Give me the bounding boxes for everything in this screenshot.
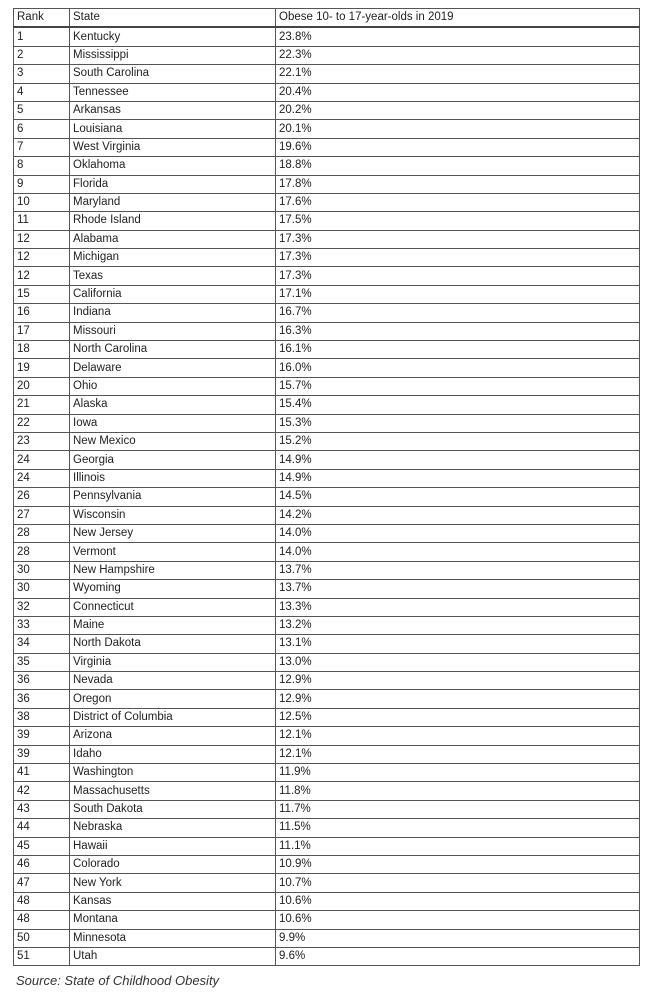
table-row	[14, 27, 640, 46]
rank-cell: 23	[14, 432, 70, 450]
rank-cell: 50	[14, 929, 70, 947]
state-cell: Nevada	[70, 672, 276, 690]
rank-cell: 1	[14, 27, 70, 46]
state-cell: New York	[70, 874, 276, 892]
state-cell: Vermont	[70, 543, 276, 561]
state-cell: Kentucky	[70, 27, 276, 46]
rank-cell: 34	[14, 635, 70, 653]
table-row	[14, 432, 640, 450]
rank-cell: 38	[14, 708, 70, 726]
obesity-rate-cell: 17.8%	[276, 175, 640, 193]
obesity-rate-cell: 23.8%	[276, 27, 640, 46]
state-cell: Wisconsin	[70, 506, 276, 524]
rank-cell: 30	[14, 580, 70, 598]
state-cell: Florida	[70, 175, 276, 193]
obesity-rate-cell: 14.9%	[276, 469, 640, 487]
table-row	[14, 874, 640, 892]
ranking-table-container	[13, 8, 639, 966]
state-cell: Missouri	[70, 322, 276, 340]
rank-cell: 24	[14, 469, 70, 487]
state-cell: Maine	[70, 616, 276, 634]
obesity-rate-cell: 17.1%	[276, 285, 640, 303]
rank-cell: 24	[14, 451, 70, 469]
rank-cell: 10	[14, 193, 70, 211]
table-row	[14, 304, 640, 322]
rank-cell: 5	[14, 101, 70, 119]
obesity-rate-cell: 16.1%	[276, 341, 640, 359]
table-row	[14, 764, 640, 782]
obesity-rate-cell: 18.8%	[276, 157, 640, 175]
state-cell: Hawaii	[70, 837, 276, 855]
state-cell: West Virginia	[70, 138, 276, 156]
state-cell: Nebraska	[70, 819, 276, 837]
state-cell: Alaska	[70, 396, 276, 414]
obesity-rate-cell: 15.2%	[276, 432, 640, 450]
table-row	[14, 230, 640, 248]
obesity-rate-cell: 17.3%	[276, 267, 640, 285]
rank-cell: 20	[14, 377, 70, 395]
rank-cell: 27	[14, 506, 70, 524]
rank-cell: 28	[14, 543, 70, 561]
table-row	[14, 819, 640, 837]
obesity-rate-cell: 14.2%	[276, 506, 640, 524]
rank-cell: 35	[14, 653, 70, 671]
table-row	[14, 341, 640, 359]
rank-cell: 33	[14, 616, 70, 634]
obesity-rate-cell: 19.6%	[276, 138, 640, 156]
state-cell: Kansas	[70, 892, 276, 910]
table-row	[14, 837, 640, 855]
rank-cell: 51	[14, 947, 70, 965]
state-cell: Tennessee	[70, 83, 276, 101]
rank-cell: 16	[14, 304, 70, 322]
obesity-rate-cell: 11.5%	[276, 819, 640, 837]
state-cell: Rhode Island	[70, 212, 276, 230]
obesity-rate-cell: 13.1%	[276, 635, 640, 653]
table-row	[14, 285, 640, 303]
rank-cell: 12	[14, 249, 70, 267]
rank-cell: 28	[14, 524, 70, 542]
rank-cell: 30	[14, 561, 70, 579]
table-row	[14, 469, 640, 487]
obesity-rate-cell: 15.3%	[276, 414, 640, 432]
rank-cell: 11	[14, 212, 70, 230]
obesity-rate-cell: 17.3%	[276, 249, 640, 267]
table-row	[14, 322, 640, 340]
obesity-rate-cell: 13.0%	[276, 653, 640, 671]
obesity-rate-cell: 13.2%	[276, 616, 640, 634]
obesity-ranking-table	[13, 8, 640, 966]
obesity-rate-cell: 11.1%	[276, 837, 640, 855]
table-row	[14, 929, 640, 947]
obesity-rate-cell: 10.6%	[276, 892, 640, 910]
state-cell: North Carolina	[70, 341, 276, 359]
obesity-rate-cell: 16.0%	[276, 359, 640, 377]
obesity-rate-cell: 10.9%	[276, 855, 640, 873]
obesity-rate-cell: 12.9%	[276, 672, 640, 690]
table-row	[14, 708, 640, 726]
state-cell: Idaho	[70, 745, 276, 763]
obesity-rate-cell: 12.1%	[276, 745, 640, 763]
state-cell: Oregon	[70, 690, 276, 708]
rank-cell: 43	[14, 800, 70, 818]
table-row	[14, 157, 640, 175]
table-row	[14, 892, 640, 910]
rank-cell: 15	[14, 285, 70, 303]
rank-cell: 21	[14, 396, 70, 414]
state-cell: Delaware	[70, 359, 276, 377]
table-row	[14, 83, 640, 101]
table-row	[14, 690, 640, 708]
table-row	[14, 65, 640, 83]
table-row	[14, 175, 640, 193]
rank-cell: 2	[14, 46, 70, 64]
obesity-rate-cell: 16.3%	[276, 322, 640, 340]
table-row	[14, 414, 640, 432]
obesity-rate-cell: 10.6%	[276, 911, 640, 929]
rank-cell: 12	[14, 267, 70, 285]
rank-cell: 46	[14, 855, 70, 873]
obesity-rate-cell: 11.8%	[276, 782, 640, 800]
state-cell: South Dakota	[70, 800, 276, 818]
state-cell: Arkansas	[70, 101, 276, 119]
table-row	[14, 782, 640, 800]
state-cell: District of Columbia	[70, 708, 276, 726]
obesity-rate-cell: 11.7%	[276, 800, 640, 818]
obesity-rate-cell: 20.2%	[276, 101, 640, 119]
state-cell: Washington	[70, 764, 276, 782]
table-row	[14, 561, 640, 579]
rank-cell: 12	[14, 230, 70, 248]
obesity-rate-cell: 14.9%	[276, 451, 640, 469]
table-row	[14, 580, 640, 598]
table-row	[14, 267, 640, 285]
state-cell: Pennsylvania	[70, 488, 276, 506]
table-row	[14, 138, 640, 156]
rank-cell: 32	[14, 598, 70, 616]
rank-cell: 18	[14, 341, 70, 359]
table-row	[14, 653, 640, 671]
state-cell: New Hampshire	[70, 561, 276, 579]
rank-cell: 42	[14, 782, 70, 800]
state-cell: California	[70, 285, 276, 303]
obesity-rate-cell: 16.7%	[276, 304, 640, 322]
table-row	[14, 616, 640, 634]
rank-cell: 47	[14, 874, 70, 892]
table-row	[14, 193, 640, 211]
state-cell: Virginia	[70, 653, 276, 671]
table-body	[14, 27, 640, 965]
state-cell: Utah	[70, 947, 276, 965]
state-cell: New Jersey	[70, 524, 276, 542]
obesity-rate-cell: 13.7%	[276, 580, 640, 598]
table-row	[14, 672, 640, 690]
state-cell: Oklahoma	[70, 157, 276, 175]
table-row	[14, 396, 640, 414]
state-cell: Indiana	[70, 304, 276, 322]
rank-cell: 17	[14, 322, 70, 340]
header-state: State	[70, 9, 276, 28]
table-row	[14, 635, 640, 653]
obesity-rate-cell: 13.3%	[276, 598, 640, 616]
state-cell: Massachusetts	[70, 782, 276, 800]
state-cell: Wyoming	[70, 580, 276, 598]
obesity-rate-cell: 9.6%	[276, 947, 640, 965]
state-cell: Georgia	[70, 451, 276, 469]
obesity-rate-cell: 12.5%	[276, 708, 640, 726]
state-cell: South Carolina	[70, 65, 276, 83]
header-obesity-rate: Obese 10- to 17-year-olds in 2019	[276, 9, 640, 28]
state-cell: Mississippi	[70, 46, 276, 64]
obesity-rate-cell: 17.3%	[276, 230, 640, 248]
rank-cell: 19	[14, 359, 70, 377]
table-row	[14, 249, 640, 267]
table-row	[14, 377, 640, 395]
obesity-rate-cell: 17.5%	[276, 212, 640, 230]
rank-cell: 48	[14, 911, 70, 929]
obesity-rate-cell: 14.5%	[276, 488, 640, 506]
table-header-row	[14, 9, 640, 28]
header-rank: Rank	[14, 9, 70, 28]
obesity-rate-cell: 10.7%	[276, 874, 640, 892]
rank-cell: 26	[14, 488, 70, 506]
rank-cell: 39	[14, 745, 70, 763]
table-row	[14, 488, 640, 506]
table-row	[14, 800, 640, 818]
obesity-rate-cell: 22.1%	[276, 65, 640, 83]
rank-cell: 7	[14, 138, 70, 156]
state-cell: New Mexico	[70, 432, 276, 450]
table-row	[14, 120, 640, 138]
rank-cell: 36	[14, 690, 70, 708]
source-caption: Source: State of Childhood Obesity	[16, 973, 220, 988]
rank-cell: 4	[14, 83, 70, 101]
obesity-rate-cell: 12.1%	[276, 727, 640, 745]
rank-cell: 39	[14, 727, 70, 745]
rank-cell: 44	[14, 819, 70, 837]
obesity-rate-cell: 11.9%	[276, 764, 640, 782]
obesity-rate-cell: 20.1%	[276, 120, 640, 138]
rank-cell: 9	[14, 175, 70, 193]
obesity-rate-cell: 14.0%	[276, 543, 640, 561]
table-row	[14, 359, 640, 377]
state-cell: Illinois	[70, 469, 276, 487]
rank-cell: 41	[14, 764, 70, 782]
state-cell: North Dakota	[70, 635, 276, 653]
obesity-rate-cell: 12.9%	[276, 690, 640, 708]
state-cell: Michigan	[70, 249, 276, 267]
obesity-rate-cell: 9.9%	[276, 929, 640, 947]
rank-cell: 6	[14, 120, 70, 138]
state-cell: Maryland	[70, 193, 276, 211]
table-row	[14, 451, 640, 469]
rank-cell: 3	[14, 65, 70, 83]
state-cell: Louisiana	[70, 120, 276, 138]
table-row	[14, 543, 640, 561]
state-cell: Minnesota	[70, 929, 276, 947]
state-cell: Iowa	[70, 414, 276, 432]
table-row	[14, 947, 640, 965]
table-row	[14, 524, 640, 542]
state-cell: Montana	[70, 911, 276, 929]
obesity-rate-cell: 20.4%	[276, 83, 640, 101]
obesity-rate-cell: 17.6%	[276, 193, 640, 211]
obesity-rate-cell: 13.7%	[276, 561, 640, 579]
table-row	[14, 911, 640, 929]
table-row	[14, 46, 640, 64]
rank-cell: 45	[14, 837, 70, 855]
state-cell: Alabama	[70, 230, 276, 248]
rank-cell: 8	[14, 157, 70, 175]
table-row	[14, 745, 640, 763]
obesity-rate-cell: 14.0%	[276, 524, 640, 542]
state-cell: Colorado	[70, 855, 276, 873]
table-row	[14, 598, 640, 616]
obesity-rate-cell: 15.7%	[276, 377, 640, 395]
rank-cell: 36	[14, 672, 70, 690]
state-cell: Ohio	[70, 377, 276, 395]
table-row	[14, 727, 640, 745]
table-row	[14, 855, 640, 873]
table-row	[14, 212, 640, 230]
rank-cell: 22	[14, 414, 70, 432]
state-cell: Connecticut	[70, 598, 276, 616]
state-cell: Arizona	[70, 727, 276, 745]
state-cell: Texas	[70, 267, 276, 285]
obesity-rate-cell: 22.3%	[276, 46, 640, 64]
rank-cell: 48	[14, 892, 70, 910]
obesity-rate-cell: 15.4%	[276, 396, 640, 414]
table-row	[14, 506, 640, 524]
table-row	[14, 101, 640, 119]
